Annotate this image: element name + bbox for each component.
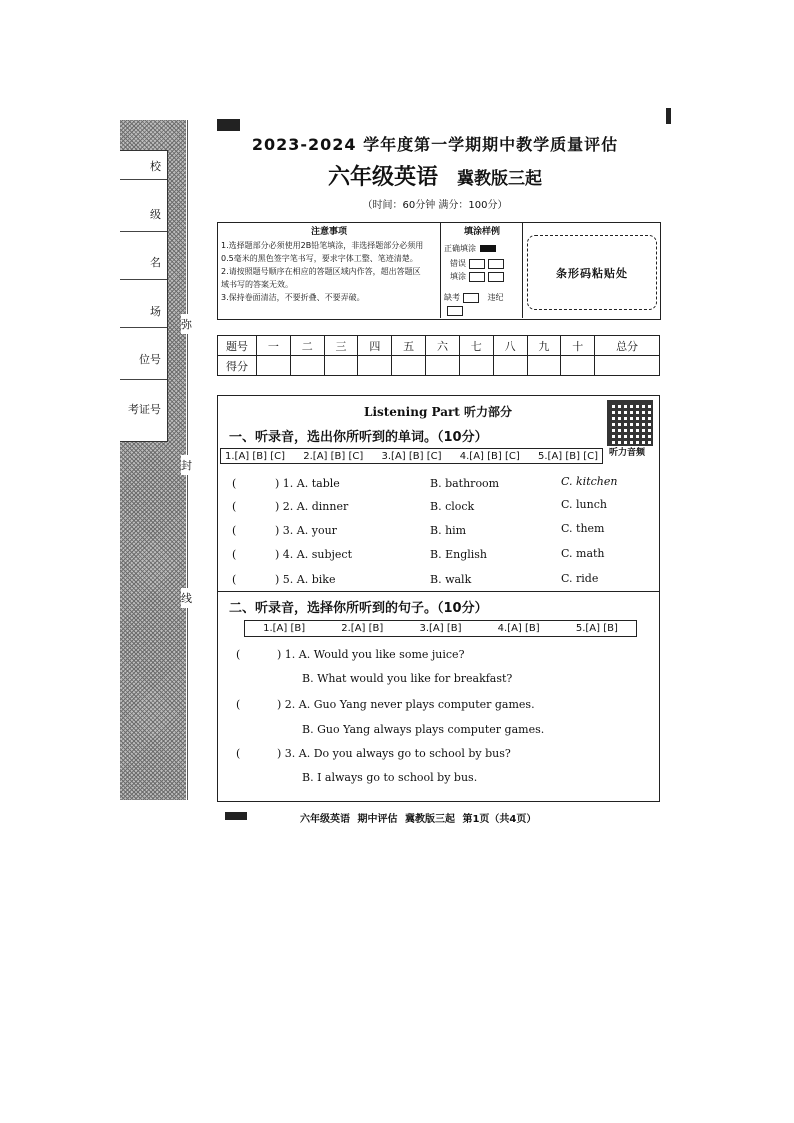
- question-number: 5.: [282, 573, 294, 586]
- section-divider: [217, 591, 660, 592]
- option-a: A. Do you always go to school by bus?: [298, 747, 511, 760]
- notice-item-3: 2.请按照题号顺序在相应的答题区域内作答，超出答题区: [221, 267, 421, 276]
- score-cell: [257, 356, 291, 376]
- school-line: [120, 179, 167, 180]
- question-number: 3.: [282, 524, 294, 537]
- answer-choice-1[interactable]: 1.[A] [B] [C]: [225, 450, 285, 462]
- listening-title-en: Listening Part: [364, 405, 460, 419]
- header-cell-5: 五: [392, 336, 426, 356]
- seat-number-line: [120, 379, 167, 380]
- s2-question-1: ) 1. A. Would you like some juice?: [277, 648, 465, 661]
- seat-number-label: 位号: [139, 353, 161, 366]
- question-number: 1.: [282, 477, 294, 490]
- header-cell-9: 九: [527, 336, 561, 356]
- exam-id-label: 考证号: [128, 403, 161, 416]
- notice-section: [221, 226, 437, 304]
- option-b: B. English: [430, 548, 487, 561]
- score-cell: [426, 356, 460, 376]
- school-label: 校: [150, 160, 161, 173]
- answer-choice-1[interactable]: 1.[A] [B]: [263, 623, 306, 634]
- score-row-label: 得分: [218, 356, 257, 376]
- question-4-number: ) 4. A. subject: [275, 548, 353, 561]
- notice-item-4: 域书写的答案无效。: [221, 280, 293, 289]
- notice-item-2: 0.5毫米的黑色签字笔书写，要求字体工整、笔迹清楚。: [221, 254, 418, 263]
- absent-box: [463, 293, 479, 303]
- question-number: 3.: [284, 747, 296, 760]
- score-cell: [324, 356, 358, 376]
- answer-blank[interactable]: (: [236, 747, 241, 760]
- question-1-number: ) 1. A. table: [275, 477, 340, 490]
- answer-blank[interactable]: (: [232, 524, 237, 537]
- fill-wrong-fill-label: 填涂: [450, 272, 466, 281]
- info-panel-divider-1: [440, 222, 441, 318]
- subject-name: 六年级英语: [327, 165, 438, 190]
- score-cell: [493, 356, 527, 376]
- absent-violation-row: [444, 291, 520, 317]
- option-a: A. your: [296, 524, 337, 537]
- question-number: 2.: [282, 500, 294, 513]
- answer-choice-3[interactable]: 3.[A] [B]: [419, 623, 462, 634]
- s2-question-3: ) 3. A. Do you always go to school by bus?: [277, 747, 511, 760]
- name-label: 名: [150, 256, 161, 269]
- seal-char-mi: 弥: [181, 314, 192, 334]
- notice-heading: 注意事项: [310, 227, 347, 237]
- option-b: B. walk: [430, 573, 472, 586]
- position-mark-top-left: [217, 119, 240, 131]
- header-cell-8: 八: [493, 336, 527, 356]
- section2-answer-row: [244, 620, 637, 637]
- fill-wrong-row: [444, 257, 520, 270]
- notice-item-5: 3.保持卷面清洁，不要折叠、不要弄破。: [221, 293, 365, 302]
- answer-blank[interactable]: (: [232, 573, 237, 586]
- header-cell-1: 一: [257, 336, 291, 356]
- answer-blank[interactable]: (: [232, 548, 237, 561]
- violation-box: [447, 306, 463, 316]
- header-cell-total: 总分: [595, 336, 660, 356]
- fill-example-heading: 填涂样例: [463, 227, 500, 237]
- score-table-header-row: [218, 336, 660, 356]
- option-b: B. What would you like for breakfast?: [302, 672, 513, 685]
- answer-blank[interactable]: (: [232, 500, 237, 513]
- header-cell-label: 题号: [218, 336, 257, 356]
- fill-wrong-row-2: [444, 270, 520, 283]
- page-footer: 六年级英语 期中评估 冀教版三起 第1页（共4页）: [300, 814, 537, 825]
- answer-blank[interactable]: (: [232, 477, 237, 490]
- score-table-score-row: [218, 356, 660, 376]
- dot-mark-icon: [469, 272, 485, 282]
- student-info-box: [120, 150, 168, 442]
- exam-room-line: [120, 327, 167, 328]
- section2-heading: 二、听录音，选择你所听到的句子。（10分）: [229, 601, 488, 616]
- option-a: A. bike: [296, 573, 336, 586]
- name-line: [120, 279, 167, 280]
- absent-label: 缺考: [444, 293, 460, 302]
- score-cell: [595, 356, 660, 376]
- option-c: C. lunch: [561, 498, 607, 511]
- answer-choice-3[interactable]: 3.[A] [B] [C]: [381, 450, 442, 462]
- answer-choice-2[interactable]: 2.[A] [B]: [341, 623, 384, 634]
- position-mark-top-right: [666, 108, 671, 124]
- exam-room-label: 场: [150, 305, 161, 318]
- score-table: [217, 335, 660, 376]
- score-cell: [392, 356, 426, 376]
- listening-title-cn: 听力部分: [464, 405, 513, 419]
- score-cell: [358, 356, 392, 376]
- header-cell-2: 二: [290, 336, 324, 356]
- answer-choice-2[interactable]: 2.[A] [B] [C]: [303, 450, 364, 462]
- question-number: 2.: [284, 698, 296, 711]
- fill-correct-row: [444, 242, 520, 255]
- notice-item-1: 1.选择题部分必须使用2B铅笔填涂，非选择题部分必须用: [221, 241, 424, 250]
- score-cell: [561, 356, 595, 376]
- question-5-number: ) 5. A. bike: [275, 573, 336, 586]
- qr-code-icon[interactable]: [609, 402, 651, 444]
- s2-question-2: ) 2. A. Guo Yang never plays computer games.: [277, 698, 535, 711]
- score-cell: [527, 356, 561, 376]
- fill-wrong-label: 错误: [450, 259, 466, 268]
- violation-label: 违纪: [487, 293, 504, 302]
- option-c: C. them: [561, 522, 605, 535]
- header-cell-4: 四: [358, 336, 392, 356]
- answer-blank[interactable]: (: [236, 698, 241, 711]
- option-a: A. dinner: [296, 500, 349, 513]
- question-number: 4.: [282, 548, 294, 561]
- option-c: C. math: [561, 547, 605, 560]
- barcode-label: 条形码粘贴处: [556, 266, 628, 280]
- score-cell: [290, 356, 324, 376]
- option-a: A. Would you like some juice?: [298, 648, 465, 661]
- cross-mark-icon: [488, 259, 504, 269]
- option-a: A. table: [296, 477, 340, 490]
- question-2-number: ) 2. A. dinner: [275, 500, 349, 513]
- option-b: B. bathroom: [430, 477, 500, 490]
- header-cell-6: 六: [426, 336, 460, 356]
- option-a: A. subject: [296, 548, 353, 561]
- section1-answer-row: [220, 448, 603, 464]
- option-b: B. him: [430, 524, 467, 537]
- question-3-number: ) 3. A. your: [275, 524, 337, 537]
- option-c: C. ride: [561, 572, 599, 585]
- answer-choice-4[interactable]: 4.[A] [B] [C]: [459, 450, 520, 462]
- section1-heading: 一、听录音，选出你所听到的单词。（10分）: [229, 430, 488, 445]
- question-number: 1.: [284, 648, 296, 661]
- option-b: B. I always go to school by bus.: [302, 771, 478, 784]
- fill-example-section: [444, 226, 520, 317]
- listening-title: [364, 403, 512, 420]
- class-label: 级: [150, 208, 161, 221]
- answer-blank[interactable]: (: [236, 648, 241, 661]
- subject-title: [210, 160, 660, 191]
- option-b: B. clock: [430, 500, 475, 513]
- score-cell: [459, 356, 493, 376]
- check-mark-icon: [469, 259, 485, 269]
- option-c: C. kitchen: [561, 475, 618, 488]
- filled-mark-icon: [480, 245, 496, 252]
- position-mark-bottom-left: [225, 812, 247, 820]
- answer-choice-5[interactable]: 5.[A] [B]: [575, 623, 618, 634]
- barcode-area: [527, 235, 657, 310]
- qr-code-label: 听力音频: [609, 448, 646, 458]
- seal-char-feng: 封: [181, 455, 192, 475]
- header-cell-10: 十: [561, 336, 595, 356]
- option-a: A. Guo Yang never plays computer games.: [298, 698, 535, 711]
- info-panel-divider-2: [522, 222, 523, 318]
- class-line: [120, 231, 167, 232]
- time-and-score: （时间：60分钟 满分：100分）: [362, 200, 508, 211]
- answer-choice-5[interactable]: 5.[A] [B] [C]: [538, 450, 598, 462]
- header-cell-7: 七: [459, 336, 493, 356]
- seal-char-xian: 线: [181, 588, 192, 608]
- edition-name: 冀教版三起: [457, 169, 543, 189]
- option-b: B. Guo Yang always plays computer games.: [302, 723, 545, 736]
- answer-choice-4[interactable]: 4.[A] [B]: [497, 623, 540, 634]
- exam-title: 2023-2024 学年度第一学期期中教学质量评估: [251, 135, 619, 154]
- header-cell-3: 三: [324, 336, 358, 356]
- circle-mark-icon: [488, 272, 504, 282]
- fill-correct-label: 正确填涂: [444, 244, 476, 253]
